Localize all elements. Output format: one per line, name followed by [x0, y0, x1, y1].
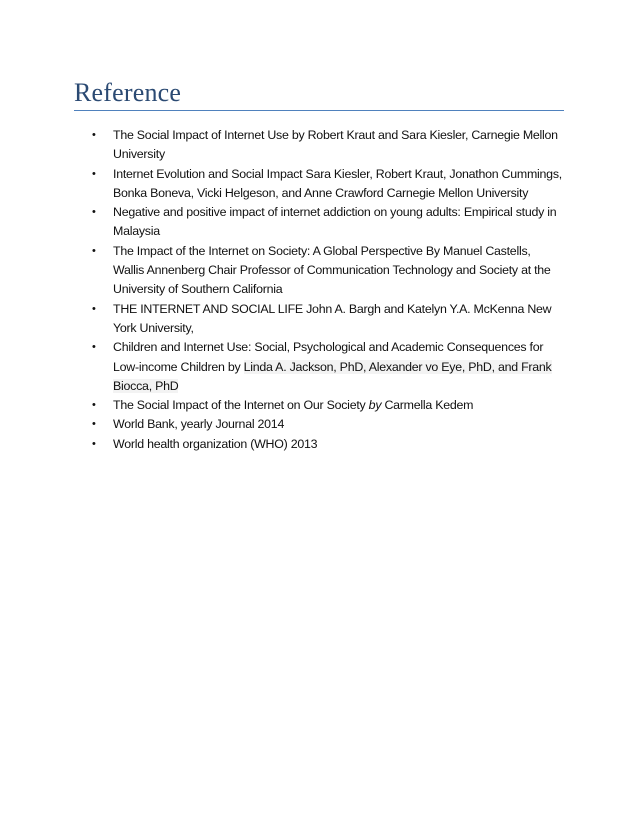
reference-italic: by — [368, 398, 382, 413]
bullet-icon: • — [92, 302, 96, 315]
reference-text: THE INTERNET AND SOCIAL LIFE John A. Bargh and Katelyn Y.A. McKenna New York University, — [113, 301, 552, 335]
reference-text: World Bank, yearly Journal 2014 — [113, 417, 285, 432]
list-item — [92, 415, 562, 434]
highlighted-authors: Linda A. Jackson, PhD, Alexander vo Eye, PhD, and Frank Biocca, PhD — [113, 359, 552, 393]
bullet-icon: • — [92, 399, 96, 412]
reference-text: World health organization (WHO) 2013 — [113, 436, 318, 451]
list-item — [92, 300, 562, 339]
list-item — [92, 165, 562, 204]
list-item — [92, 435, 562, 454]
heading-divider — [74, 110, 564, 111]
reference-text: The Impact of the Internet on Society: A Global Perspective By Manuel Castells, Wallis Annenberg Chair Professor of Communication Technology and Society at the University of Southern California — [113, 243, 551, 297]
bullet-icon: • — [92, 129, 96, 141]
bullet-icon: • — [92, 244, 96, 257]
reference-list — [92, 126, 562, 454]
list-item — [92, 338, 562, 396]
reference-text: Children and Internet Use: Social, Psychological and Academic Consequences for Low-income Children by — [113, 340, 544, 374]
reference-author: Carmella Kedem — [381, 398, 474, 413]
bullet-icon: • — [92, 206, 96, 219]
reference-text: Negative and positive impact of internet addiction on young adults: Empirical study in Malaysia — [113, 205, 557, 239]
list-item — [92, 396, 562, 415]
list-item — [92, 203, 562, 242]
bullet-icon: • — [92, 418, 96, 431]
page-title: Reference — [74, 78, 182, 107]
list-item — [92, 242, 562, 300]
reference-text: The Social Impact of Internet Use by Robert Kraut and Sara Kiesler, Carnegie Mellon University — [113, 128, 558, 162]
bullet-icon: • — [92, 167, 96, 180]
reference-text: The Social Impact of the Internet on Our Society — [113, 398, 369, 413]
list-item — [92, 126, 562, 165]
bullet-icon: • — [92, 341, 96, 354]
reference-text: Internet Evolution and Social Impact Sara Kiesler, Robert Kraut, Jonathon Cummings, Bonka Boneva, Vicki Helgeson, and Anne Crawford Carnegie Mellon University — [113, 166, 562, 200]
bullet-icon: • — [92, 437, 96, 450]
